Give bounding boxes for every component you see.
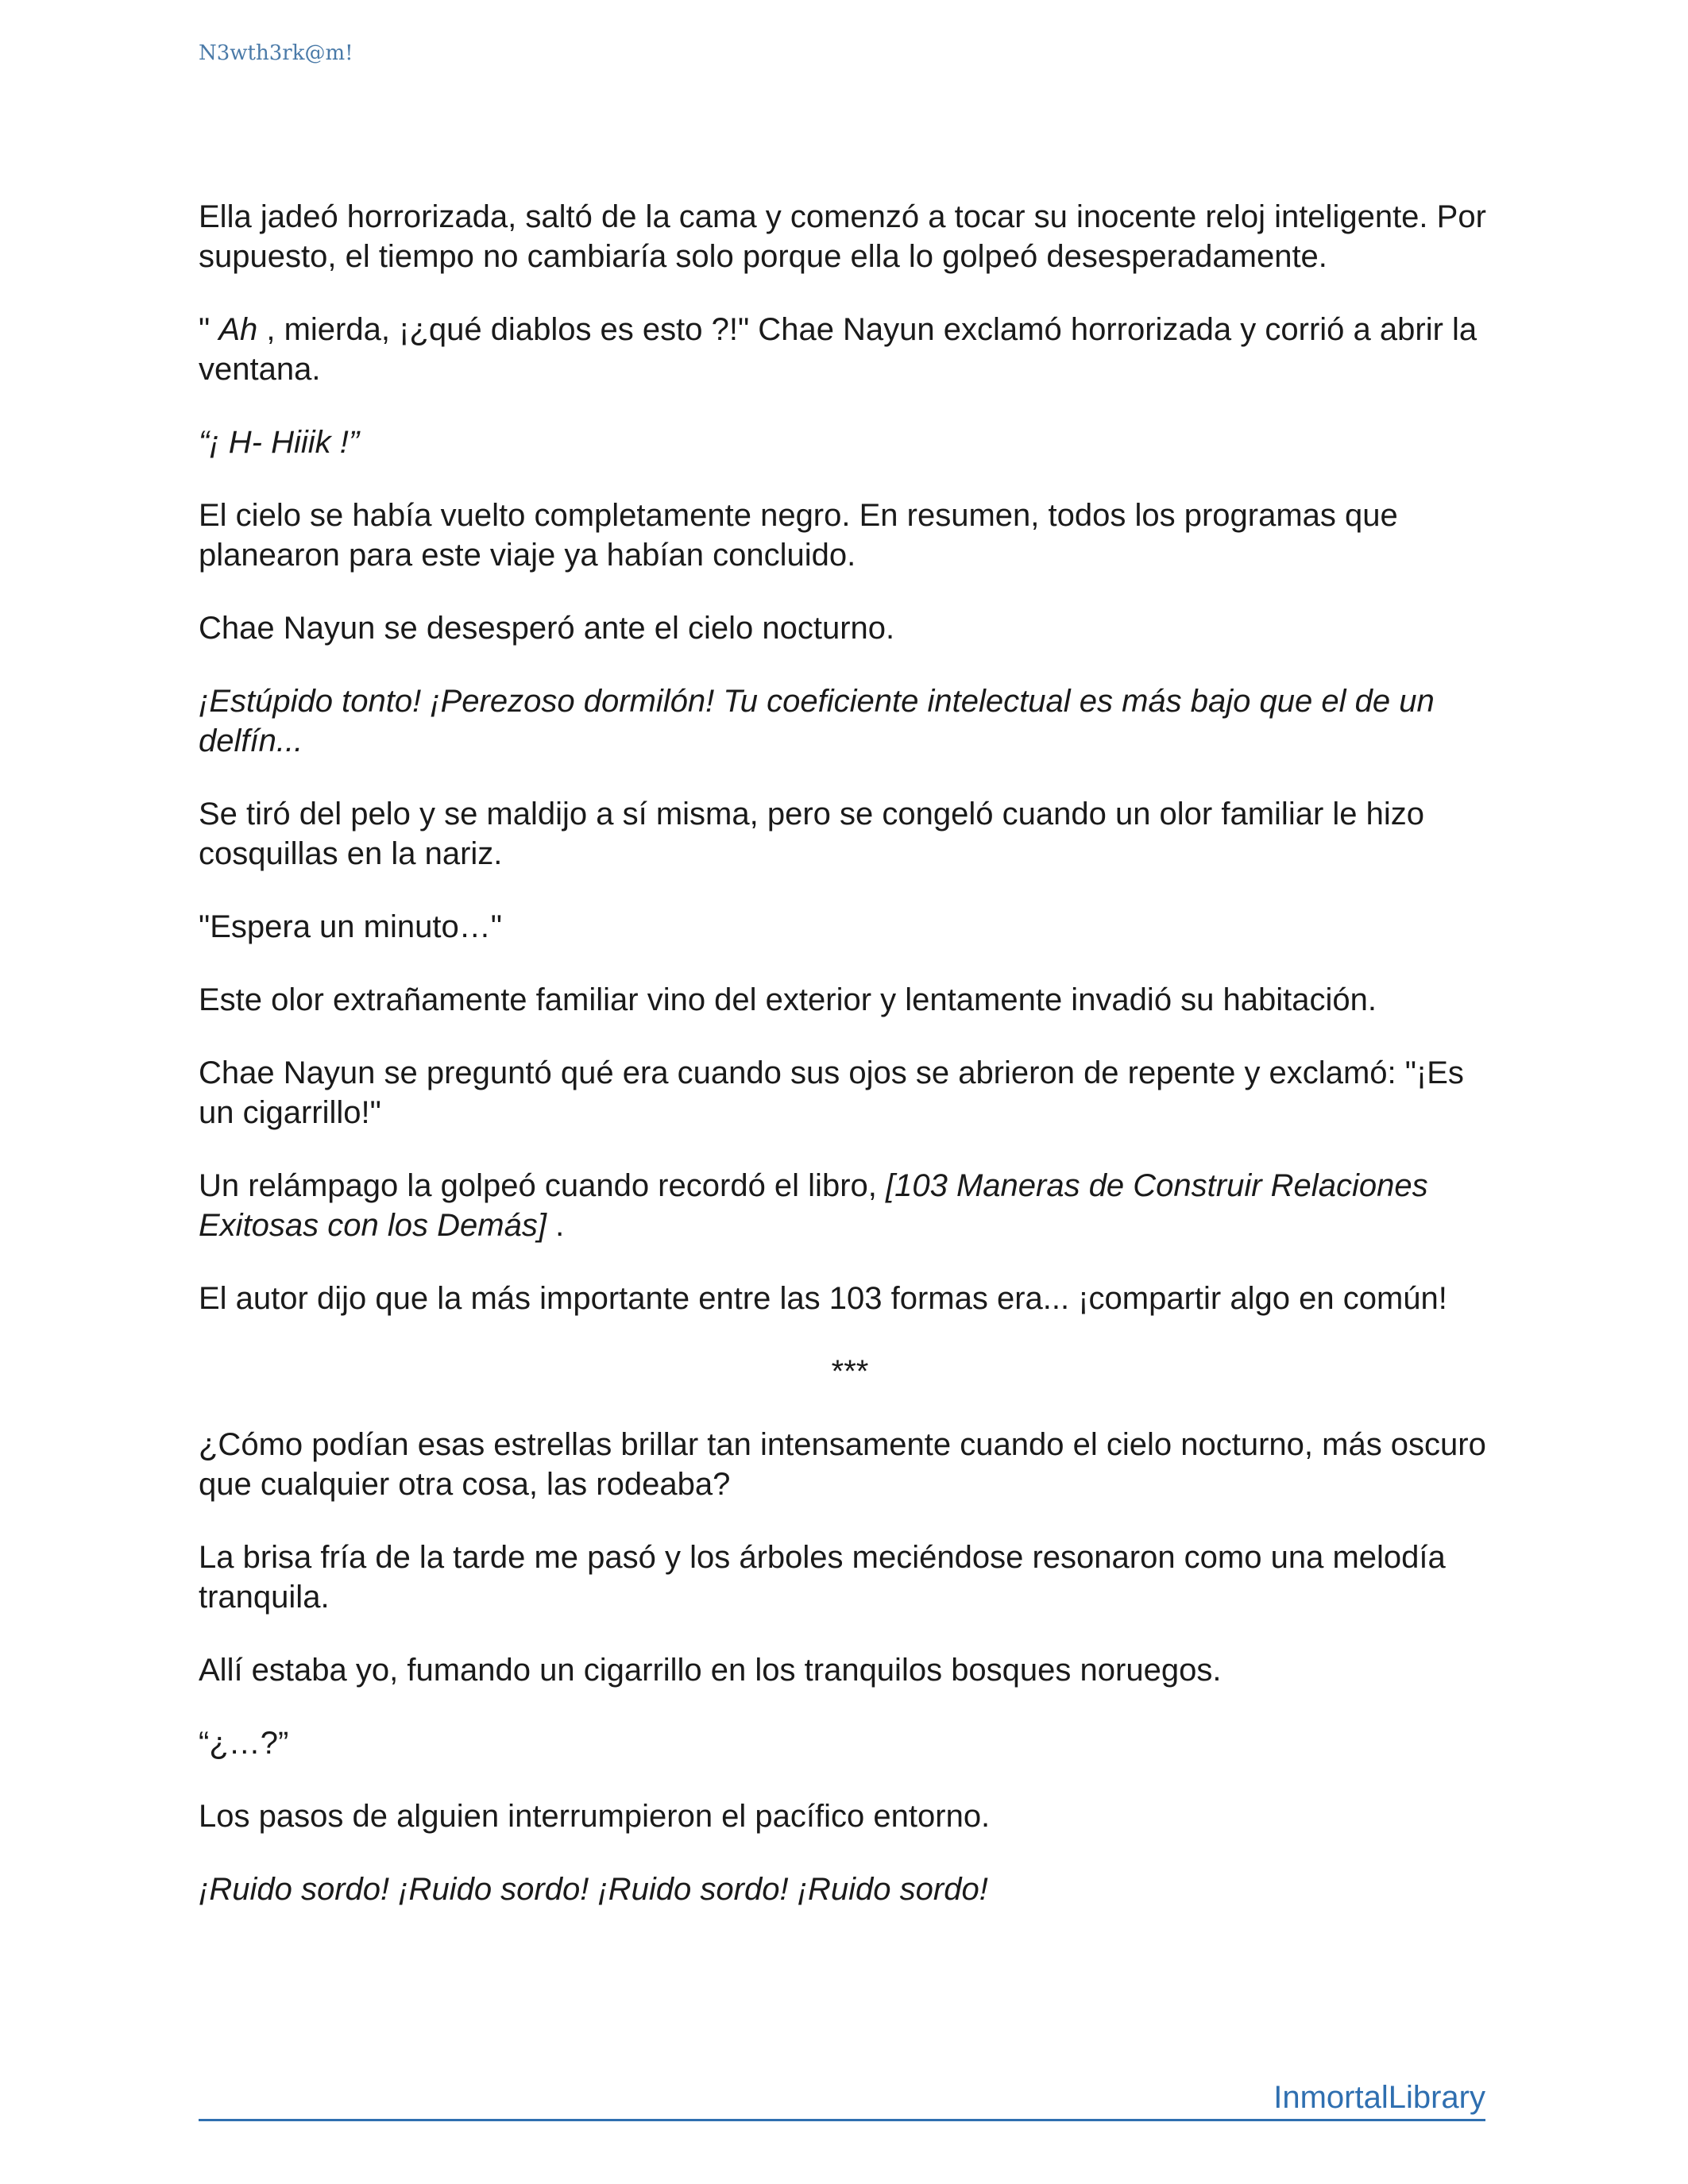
text-run: Este olor extrañamente familiar vino del exterior y lentamente invadió su habitación.: [199, 982, 1377, 1017]
paragraph: [199, 1650, 1501, 1690]
paragraph: [199, 423, 1501, 462]
text-run: El cielo se había vuelto completamente negro. En resumen, todos los programas que planearon para este viaje ya habían concluido.: [199, 498, 1398, 573]
text-run: Chae Nayun se preguntó qué era cuando sus ojos se abrieron de repente y exclamó: "¡Es un cigarrillo!": [199, 1055, 1464, 1130]
paragraph: [199, 1796, 1501, 1836]
text-run: Chae Nayun se desesperó ante el cielo nocturno.: [199, 611, 895, 646]
text-run: Un relámpago la golpeó cuando recordó el libro,: [199, 1168, 886, 1203]
document-body: [199, 197, 1501, 1943]
paragraph: [199, 310, 1501, 389]
paragraph: [199, 794, 1501, 874]
paragraph: [199, 980, 1501, 1020]
paragraph: [199, 496, 1501, 575]
italic-text: ¡Estúpido tonto! ¡Perezoso dormilón! Tu coeficiente intelectual es más bajo que el de un delfín...: [199, 684, 1435, 758]
text-run: La brisa fría de la tarde me pasó y los árboles meciéndose resonaron como una melodía tranquila.: [199, 1540, 1446, 1615]
paragraph: [199, 907, 1501, 947]
italic-text: ¡Ruido sordo! ¡Ruido sordo! ¡Ruido sordo! ¡Ruido sordo!: [199, 1872, 988, 1907]
section-separator: [199, 1352, 1501, 1391]
header-tag: N3wth3rk@m!: [199, 41, 353, 65]
text-run: Se tiró del pelo y se maldijo a sí misma, pero se congeló cuando un olor familiar le hizo cosquillas en la nariz.: [199, 797, 1425, 871]
text-run: ***: [831, 1354, 869, 1389]
paragraph: [199, 1870, 1501, 1909]
paragraph: [199, 197, 1501, 276]
paragraph: [199, 681, 1501, 761]
text-run: “¿…?”: [199, 1726, 289, 1761]
paragraph: [199, 1425, 1501, 1504]
italic-text: Ah: [218, 312, 258, 347]
text-run: "Espera un minuto…": [199, 909, 502, 944]
paragraph: [199, 1279, 1501, 1318]
paragraph: [199, 1053, 1501, 1133]
italic-text: “¡ H- Hiiik !”: [199, 425, 360, 460]
text-run: ": [199, 312, 219, 347]
footer-library-link[interactable]: InmortalLibrary: [1273, 2080, 1485, 2115]
text-run: Allí estaba yo, fumando un cigarrillo en los tranquilos bosques noruegos.: [199, 1653, 1222, 1688]
text-run: Los pasos de alguien interrumpieron el pacífico entorno.: [199, 1799, 991, 1834]
text-run: .: [546, 1208, 565, 1243]
footer-rule: [199, 2119, 1485, 2121]
text-run: El autor dijo que la más importante entre las 103 formas era... ¡compartir algo en común!: [199, 1281, 1447, 1316]
italic-text: [103 Maneras de Construir Relaciones Exitosas con los Demás]: [199, 1168, 1428, 1243]
text-run: , mierda, ¡¿qué diablos es esto ?!" Chae Nayun exclamó horrorizada y corrió a abrir la ventana.: [199, 312, 1477, 387]
paragraph: [199, 1166, 1501, 1245]
paragraph: [199, 608, 1501, 648]
paragraph: [199, 1538, 1501, 1617]
paragraph: [199, 1723, 1501, 1763]
text-run: ¿Cómo podían esas estrellas brillar tan intensamente cuando el cielo nocturno, más oscuro que cualquier otra cosa, las rodeaba?: [199, 1427, 1486, 1502]
text-run: Ella jadeó horrorizada, saltó de la cama y comenzó a tocar su inocente reloj inteligente. Por supuesto, el tiempo no cambiaría solo porque ella lo golpeó desesperadamente.: [199, 199, 1486, 274]
